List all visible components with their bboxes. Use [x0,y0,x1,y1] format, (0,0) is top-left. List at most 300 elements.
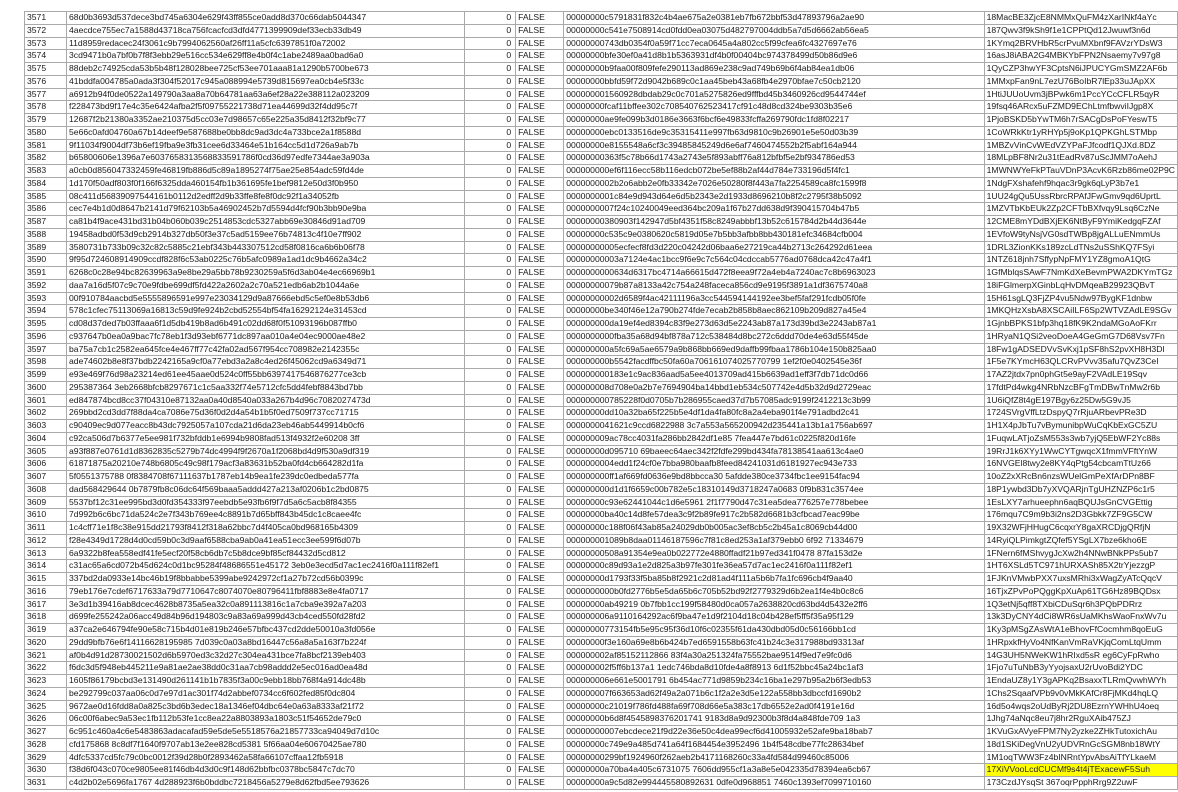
count-cell[interactable]: 0 [465,190,516,203]
flag-cell[interactable]: FALSE [516,37,564,50]
hex-cell[interactable]: 000000000d1d1f6659c00b782e5c18310149d3718247a0683 0f9b831c3574ee [564,483,984,496]
hash-cell[interactable]: f28e4349d1728d4d0cd59b0c3d9aaf6588cba9ab0a41ea51ecc3ee599f6d07b [67,534,465,547]
address-cell[interactable]: 1FNern6fMShvygJcXw2h4NNwBNkPPs5ub7 [984,547,1177,560]
hex-cell[interactable]: 000000008d708e0a2b7e7694904ba14bbd1eb534c507742e4d5b32d9d2729eac [564,381,984,394]
flag-cell[interactable]: FALSE [516,496,564,509]
flag-cell[interactable]: FALSE [516,573,564,586]
row-number-cell[interactable]: 3574 [25,50,67,63]
hash-cell[interactable]: 1d170f50adf803f0f166f6325dda460154fb1b361695fe1bef9812e50d3f0b950 [67,177,465,190]
address-cell[interactable]: 1NdgFXshafehf9hqac3r9gk6qLyP3b7e1 [984,177,1177,190]
address-cell[interactable]: 1MZVTbKbEUk2Zp2CFTbBXfvqy9Lsq6CzNe [984,203,1177,216]
row-number-cell[interactable]: 3603 [25,420,67,433]
hex-cell[interactable]: 00000000ba40c14d8fe57dea3c9f2b89fe917c2b582d6681b3cfbcad7eac99be [564,509,984,522]
row-number-cell[interactable]: 3600 [25,381,67,394]
address-cell[interactable]: 12CME8mYDdBXjEK6NtByF9YmiKedgqFZAf [984,216,1177,229]
hash-cell[interactable]: 79eb176e7cdef6717633a79d7710647c8074070e80796411fbf8883e8e4fa0717 [67,585,465,598]
count-cell[interactable]: 0 [465,611,516,624]
address-cell[interactable]: 1GfMblqsSAwF7NmKdXeBevmPWA2DKYmTGz [984,267,1177,280]
hex-cell[interactable]: 00000000005ecfecf8fd3d220c04242d06baa6e27219ca44b2713c264292d61eea [564,241,984,254]
flag-cell[interactable]: FALSE [516,420,564,433]
count-cell[interactable]: 0 [465,343,516,356]
count-cell[interactable]: 0 [465,560,516,573]
flag-cell[interactable]: FALSE [516,305,564,318]
hash-cell[interactable]: dad568429644 0b7879fb8c06dc64f569baaa5addd427a213af0206b1c2bd0875 [67,483,465,496]
hex-cell[interactable]: 00000000c535c9e0380620c5819d05e7b5bb3afbb8bb430181efc34684cfb004 [564,228,984,241]
flag-cell[interactable]: FALSE [516,139,564,152]
hash-cell[interactable]: ca81b4f9ace431bd31b04b060b039c2514853cdc5327abb69e30846d91ad709 [67,216,465,229]
row-number-cell[interactable]: 3630 [25,764,67,777]
count-cell[interactable]: 0 [465,292,516,305]
count-cell[interactable]: 0 [465,700,516,713]
count-cell[interactable]: 0 [465,318,516,331]
hash-cell[interactable]: c31ac65a6cd072b45d624c0d1bc95284f48686551e45172 3eb0e3ecd5d7ac1ec2416f0a111f82ef1 [67,560,465,573]
flag-cell[interactable]: FALSE [516,88,564,101]
row-number-cell[interactable]: 3586 [25,203,67,216]
address-cell[interactable]: 18MacBE3ZjcE8NMMxQuFM4zXarINkf4aYc [984,12,1177,25]
address-cell[interactable]: 176mqu7C9m9b3i2ns2D3Gbkk7ZF9G5CW [984,509,1177,522]
address-cell[interactable]: 10oZ2xXRcBn6nzsWUelGmPeXfArDPn8BF [984,471,1177,484]
hex-cell[interactable]: 00000000773154fb5e95c95f36d10f6c02355f61da430dbd05d0c56166bb1cd [564,624,984,637]
hash-cell[interactable]: 68d0b3693d537dece3bd745a6304e629f43ff855ce0add8d370c66dab5044347 [67,12,465,25]
flag-cell[interactable]: FALSE [516,662,564,675]
address-cell[interactable]: 17XiVVooLcdCUCMf9s4t4jTExacewF5Suh [984,764,1177,777]
address-cell[interactable]: 1NTZ618jnh7SffypNpFMY1YZ8gmoA1QtG [984,254,1177,267]
flag-cell[interactable]: FALSE [516,152,564,165]
address-cell[interactable]: 1KVuGxAVyeFPM7Ny2yzke2ZHkTutoxichAu [984,726,1177,739]
hex-cell[interactable]: 00000000bfe30ef0a41d8b1b5363931df4b0f00404bc974378499d50b86d9e6 [564,50,984,63]
flag-cell[interactable]: FALSE [516,381,564,394]
row-number-cell[interactable]: 3596 [25,330,67,343]
address-cell[interactable]: 1MMxpFan9nL7ezU76BoIbR7lEp33uJApXX [984,75,1177,88]
hash-cell[interactable]: f228473bd9f17e4c35e6424afba2f5f09755221738d71ea44699d32f4dd95c7f [67,101,465,114]
address-cell[interactable]: 1Q3etNj5qff8TXbiCDuSqr6h3PQbPDRrz [984,598,1177,611]
hash-cell[interactable]: 6a9322b8fea558edf41fe5ecf20f58cb6db7c5b8dce9bf85cf84432d5cd812 [67,547,465,560]
row-number-cell[interactable]: 3585 [25,190,67,203]
hex-cell[interactable]: 00000000299bf1924960f262aeb2b4171168260c33a4fd584d99460c85006 [564,751,984,764]
flag-cell[interactable]: FALSE [516,12,564,25]
flag-cell[interactable]: FALSE [516,458,564,471]
count-cell[interactable]: 0 [465,471,516,484]
hash-cell[interactable]: b65800606e1396a7e6037658313568833591786f0cd36d97edfe7344ae3a903a [67,152,465,165]
hex-cell[interactable]: 000000007f663653ad62f49a2a071b6c1f2a2e3d5e122a558bb3dbccfd1690b2 [564,687,984,700]
address-cell[interactable]: 18iFGlmerpXGinbLqHvDMqeaB29923QBvT [984,279,1177,292]
row-number-cell[interactable]: 3591 [25,267,67,280]
flag-cell[interactable]: FALSE [516,292,564,305]
hex-cell[interactable]: 00000000d095710 69baeec64aec342f2fdfe299bd434fa78138541aa613c4ae0 [564,445,984,458]
hex-cell[interactable]: 0000000000634d6317bc4714a66615d472f8eea9f72a4eb4a7240ac7c8b6963023 [564,267,984,280]
count-cell[interactable]: 0 [465,267,516,280]
count-cell[interactable]: 0 [465,687,516,700]
hash-cell[interactable]: f38d6f043c070ce9805ee81f46db4d3d0c9f148d62bbfbc0378bc5847c7dc70 [67,764,465,777]
hex-cell[interactable]: 00000000c93e62441044c1d6e5961 2f1f7790d47c31ea5dea776257e778bebee [564,496,984,509]
flag-cell[interactable]: FALSE [516,279,564,292]
count-cell[interactable]: 0 [465,534,516,547]
address-cell[interactable]: 1HRpxkfHyVo4NfKanVmRaVKjqComLtqUmm [984,636,1177,649]
hash-cell[interactable]: c90409ec9d077eacc8b43dc7925057a107cda21d6da23eb46ab5449914b0cf6 [67,420,465,433]
address-cell[interactable]: 1EVfoW9tyNsjVG0sdTWBp8jgALLuENmmUs [984,228,1177,241]
flag-cell[interactable]: FALSE [516,394,564,407]
hex-cell[interactable]: 000000001560928dbdab29c0c701a5275826ed9fffbd45b3460926cd9544744ef [564,88,984,101]
row-number-cell[interactable]: 3597 [25,343,67,356]
hex-cell[interactable]: 000000000183e1c9ac836aad5a5ee4013709ad415b6639ad1eff3f7db71dc0d66 [564,369,984,382]
address-cell[interactable]: 15H61sgLQ3FjZP4vu5Ndw97BygKF1dnbw [984,292,1177,305]
count-cell[interactable]: 0 [465,24,516,37]
row-number-cell[interactable]: 3598 [25,356,67,369]
hash-cell[interactable]: ed847874bcd8cc37f04310e87132aa0a40d8540a033a267b4d96c7082027473d [67,394,465,407]
count-cell[interactable]: 0 [465,420,516,433]
flag-cell[interactable]: FALSE [516,63,564,76]
row-number-cell[interactable]: 3611 [25,522,67,535]
flag-cell[interactable]: FALSE [516,624,564,637]
flag-cell[interactable]: FALSE [516,598,564,611]
row-number-cell[interactable]: 3583 [25,165,67,178]
flag-cell[interactable]: FALSE [516,764,564,777]
address-cell[interactable]: 16asJ8iABA2G4MBKYbFPN2Nsaemy7v97g8 [984,50,1177,63]
count-cell[interactable]: 0 [465,88,516,101]
address-cell[interactable]: 1MKQHzXsbA8XSCAiILF6Sp2WTVZAdLE9SGv [984,305,1177,318]
hex-cell[interactable]: 00000000508a91354e9ea0b022772e4880ffadf21b97ed341f0478 87fa153d2e [564,547,984,560]
hash-cell[interactable]: 1605f86179bcbd3e131490d261141b1b7835f3a00c9ebb18bb768f4a914dc48b [67,675,465,688]
flag-cell[interactable]: FALSE [516,585,564,598]
row-number-cell[interactable]: 3619 [25,624,67,637]
hash-cell[interactable]: 6268c0c28e94bc82639963a9e8be29a5bb78b9230259a5f6d3ab04e4ec66969b1 [67,267,465,280]
hash-cell[interactable]: 5e66c0afd04760a67b14deef9e587688be0bb8dc9ad3dc4a733bce2a1f8588d [67,126,465,139]
address-cell[interactable]: 1CoWRkKtr1yRHYp5j9oKp1QPKGhLSTMbp [984,126,1177,139]
hash-cell[interactable]: 7d992b6c6bc71da524c2e7f343b769ee4c8891b7d65bff843b45dc1c8caee4fc [67,509,465,522]
hex-cell[interactable]: 00000000a70ba4a405c6731075 7606dd955cf1a3a8e5e042335d78394ea6cb67 [564,764,984,777]
row-number-cell[interactable]: 3582 [25,152,67,165]
address-cell[interactable]: 1FJKnVMwbPXX7uxsMRhi3xWagZyATcQqcV [984,573,1177,586]
row-number-cell[interactable]: 3599 [25,369,67,382]
row-number-cell[interactable]: 3592 [25,279,67,292]
hash-cell[interactable]: 88deb2c74925cda53b5b48f128028bee725cf53ee701aaa81a1290b5700be673 [67,63,465,76]
count-cell[interactable]: 0 [465,573,516,586]
flag-cell[interactable]: FALSE [516,560,564,573]
hex-cell[interactable]: 00000000ae9fe099b3d0186e3663f6bcf6e49833fcffa269790fdc1fd8f02217 [564,114,984,127]
flag-cell[interactable]: FALSE [516,177,564,190]
count-cell[interactable]: 0 [465,177,516,190]
hex-cell[interactable]: 0000000001c84e9d943d64e6d5b2343e2d1933d8696210b8f2c2795f38b5092 [564,190,984,203]
count-cell[interactable]: 0 [465,203,516,216]
row-number-cell[interactable]: 3618 [25,611,67,624]
flag-cell[interactable]: FALSE [516,126,564,139]
flag-cell[interactable]: FALSE [516,751,564,764]
count-cell[interactable]: 0 [465,445,516,458]
hex-cell[interactable]: 00000000b9faa00f809fefe290113ad869e238c9ad749b69b6f4ab84ea1db06 [564,63,984,76]
hash-cell[interactable]: 3cd9471b0a7bf0b7f8f3ebb29e516cc534e629ff8e4b0f4c1abe2489aa0bad6a0 [67,50,465,63]
count-cell[interactable]: 0 [465,101,516,114]
hash-cell[interactable]: f6dc3d5f948eb445211e9a81ae2ae38dd0c31aa7cb98addd2e5ec016ad0ea48d [67,662,465,675]
count-cell[interactable]: 0 [465,624,516,637]
row-number-cell[interactable]: 3625 [25,700,67,713]
row-number-cell[interactable]: 3573 [25,37,67,50]
address-cell[interactable]: 1UU24gQu5UssRbrcRPAfJFwGmv9qd6UprtL [984,190,1177,203]
hex-cell[interactable]: 000000000b5542facdffbc50fa60a706161074025770799 1ef2f0e0402545e36f [564,356,984,369]
address-cell[interactable]: 18MLpBF8Nr2u31tEadRv87uScJMM7oAehJ [984,152,1177,165]
row-number-cell[interactable]: 3579 [25,114,67,127]
address-cell[interactable]: 1Ky3pMSgZAsWtA1eBhovFfCocmhm8qoEuG [984,624,1177,637]
flag-cell[interactable]: FALSE [516,483,564,496]
count-cell[interactable]: 0 [465,241,516,254]
count-cell[interactable]: 0 [465,216,516,229]
hex-cell[interactable]: 00000000079b87a8133a42c754a248faceca856cd9e9195f3891a1df3675740a8 [564,279,984,292]
hex-cell[interactable]: 00000000c749e9a485d741a64f1684454e3952496 1b4f548cdbe77fc28634bef [564,738,984,751]
hex-cell[interactable]: 00000000c541e7508914cd0fdd0ea03075d482797004ddb5a7d5d6662ab56ea5 [564,24,984,37]
flag-cell[interactable]: FALSE [516,75,564,88]
count-cell[interactable]: 0 [465,432,516,445]
flag-cell[interactable]: FALSE [516,407,564,420]
address-cell[interactable]: 17AZ2jtdx7pn0phGt5e9ayF2VAdLE19Sqv [984,369,1177,382]
address-cell[interactable]: 19RrJ1k6XYy1WwCYTgwqcX1fmmVFftYnW [984,445,1177,458]
hex-cell[interactable]: 0000000002b2o6abb2e0fb33342e7026e50280f8f443a7fa2254589ca8fc1599f8 [564,177,984,190]
count-cell[interactable]: 0 [465,126,516,139]
flag-cell[interactable]: FALSE [516,254,564,267]
address-cell[interactable]: 1QyCZP3hwYF3CptsN6iJPUCYGmSMZ2AF6b [984,63,1177,76]
row-number-cell[interactable]: 3631 [25,777,67,790]
hash-cell[interactable]: c92ca506d7b6377e5ee981f732bfddb1e6994b9808fad513f4932f2e60208 3ff [67,432,465,445]
row-number-cell[interactable]: 3590 [25,254,67,267]
hash-cell[interactable]: 3e3d1b39416ab8dcec4628b8735a5ea32c0a891113816c1a7cba9e392a7a203 [67,598,465,611]
hash-cell[interactable]: 11d8959redacec24f3061c9b7994062560af26ff11a5cfc6397851f0a72002 [67,37,465,50]
address-cell[interactable]: 1PjoBSKD5bYwTM6h7rSACgDsPoFYeswT5 [984,114,1177,127]
hex-cell[interactable]: 00000000c188f06f43ab85a24029db0b005ac3ef8cb5c2b45a1c8069cb44d00 [564,522,984,535]
count-cell[interactable]: 0 [465,356,516,369]
row-number-cell[interactable]: 3609 [25,496,67,509]
row-number-cell[interactable]: 3602 [25,407,67,420]
count-cell[interactable]: 0 [465,777,516,790]
hex-cell[interactable]: 00000000002d6589f4ac42111196a3cc544594144192ee3bef5faf291fcdb05f0fe [564,292,984,305]
hash-cell[interactable]: 3580731b733b09c32c82c5885c21ebf343b443307512cd58f0816ca6b6b06f78 [67,241,465,254]
hex-cell[interactable]: 00000000b6d8f4545898376201741 9183d8a9d92300b3f8d4a848fde709 1a3 [564,713,984,726]
hex-cell[interactable]: 000000000a5fc69a5ae6579a9b868bb669ed9daffb99fbaa1786b104e150b825aa0 [564,343,984,356]
hex-cell[interactable]: 00000000743db0354f0a59f71cc7eca0645a4a802cc5f99cfea6fc4327697e76 [564,37,984,50]
flag-cell[interactable]: FALSE [516,101,564,114]
hex-cell[interactable]: 00000000e8155548a6cf3c39485845249d6e6af7460474552b2f5abf164a944 [564,139,984,152]
row-number-cell[interactable]: 3576 [25,75,67,88]
count-cell[interactable]: 0 [465,165,516,178]
flag-cell[interactable]: FALSE [516,675,564,688]
hex-cell[interactable]: 000000000785228f0d0705b7b286955caed37d7b57085adc9199f2412213c3b99 [564,394,984,407]
row-number-cell[interactable]: 3593 [25,292,67,305]
address-cell[interactable]: 1MBZvVinCvWEdVZYPaFJfcodf1QJXd.8DZ [984,139,1177,152]
hex-cell[interactable]: 00000000363f5c78b66d1743a2743e5f893abff76a812bfbf5e2bf934786ed53 [564,152,984,165]
hex-cell[interactable]: 00000000d1793f33f5ba85b8f2921c2d81ad4f111a5b6b7fa1fc696cb4f9aa40 [564,573,984,586]
hex-cell[interactable]: 000000002f5ff6b137a1 1edc746bda8d10fde4a8f8913 6d1f52bbc45a24bc1af3 [564,662,984,675]
hash-cell[interactable]: 41bddfa004785a0ada3f304f52017c945a088994e5739d815697ea0cb4e5f33c [67,75,465,88]
count-cell[interactable]: 0 [465,50,516,63]
hash-cell[interactable]: 06c00f6abec9a53ec1fb112b53fe1cc8ea22a8803893a1803c51f54652de79c0 [67,713,465,726]
address-cell[interactable]: 16TjxZPvPoPQggKpXuAp61TG6Hz89BQDsx [984,585,1177,598]
flag-cell[interactable]: FALSE [516,445,564,458]
flag-cell[interactable]: FALSE [516,432,564,445]
flag-cell[interactable]: FALSE [516,165,564,178]
flag-cell[interactable]: FALSE [516,687,564,700]
flag-cell[interactable]: FALSE [516,241,564,254]
address-cell[interactable]: 18Fw1gADSEDVvSvKxj1pSF8hS2pvXH8H3DI [984,343,1177,356]
hex-cell[interactable]: 00000000bbfd59f72d9042b689c0c1aa45beb43a68fb4e2970bfae7c50cb2120 [564,75,984,88]
flag-cell[interactable]: FALSE [516,330,564,343]
count-cell[interactable]: 0 [465,675,516,688]
hash-cell[interactable]: cd08d37ded7b03ffaaa6f1d5db419b8ad6b491c02dd68f0f51093196b087ffb0 [67,318,465,331]
count-cell[interactable]: 0 [465,330,516,343]
hash-cell[interactable]: 9672ae0d16fdd8a0a825c3bd6b3edec18a1346ef04dbc64e0a63a8333af21f72 [67,700,465,713]
row-number-cell[interactable]: 3577 [25,88,67,101]
count-cell[interactable]: 0 [465,152,516,165]
hex-cell[interactable]: 00000000dd10a32ba65f225b5e4df1da4fa80fc8a2a4eba901f4e791adbd2c41 [564,407,984,420]
address-cell[interactable]: 1HRyaN1QSi2veoDoeA4GeGmG7D68Vsv7Fn [984,330,1177,343]
flag-cell[interactable]: FALSE [516,726,564,739]
address-cell[interactable]: 1H1X4pJbTu7vBymunibpWuCqKbExGC5ZU [984,420,1177,433]
row-number-cell[interactable]: 3584 [25,177,67,190]
row-number-cell[interactable]: 3615 [25,573,67,586]
address-cell[interactable]: 16d5o4wqs2oUdByRj2DU8EzrnYWHhU4oeq [984,700,1177,713]
hash-cell[interactable]: 269bbd2cd3dd7f88da4ca7086e75d36f0d2d4a54b1b5f0ed7509f737cc71715 [67,407,465,420]
hex-cell[interactable]: 00000000be340f46e12a790b274fde7ecab2b858b8aec862109b209d827a45e4 [564,305,984,318]
hex-cell[interactable]: 000000000ff1af669fd0636e9bd8bbcca30 5afdde380ce3734fbc1ee9154fac94 [564,471,984,484]
flag-cell[interactable]: FALSE [516,649,564,662]
hex-cell[interactable]: 00000000fcaf11bffee302c708540762523417cf91c48d8cd324be9303b35e6 [564,101,984,114]
address-cell[interactable]: 17fdtPd4wkg4NRbNzcBFgTmDBwTnMw2r6b [984,381,1177,394]
row-number-cell[interactable]: 3571 [25,12,67,25]
hex-cell[interactable]: 0000000007f24c10240049eed364bc209a1f67b27dd638d9f390415704b47b5 [564,203,984,216]
hash-cell[interactable]: 12687f2b21380a3352ae210375d5cc03e7d98657c65e225a35d8412f32bf9c77 [67,114,465,127]
hash-cell[interactable]: 295387364 3eb2668bfcb8297671c1c5aa332f74e5712cfc5dd4febf8843bd7bb [67,381,465,394]
count-cell[interactable]: 0 [465,585,516,598]
hash-cell[interactable]: a37ca2e646794fe90e58c715b4d01e819b246e57bfbc437cd2dde50010a3fd056e [67,624,465,637]
hex-cell[interactable]: 000000006a9110164292ac6f9ba47e1d9f2104d18c04b428ef5ff5f35a95f129 [564,611,984,624]
row-number-cell[interactable]: 3616 [25,585,67,598]
row-number-cell[interactable]: 3623 [25,675,67,688]
row-number-cell[interactable]: 3606 [25,458,67,471]
count-cell[interactable]: 0 [465,726,516,739]
count-cell[interactable]: 0 [465,649,516,662]
row-number-cell[interactable]: 3601 [25,394,67,407]
row-number-cell[interactable]: 3578 [25,101,67,114]
hex-cell[interactable]: 00000000c21019f786fd488fa69f708d66e5a383c17db6552e2ad0f4191e16d [564,700,984,713]
address-cell[interactable]: 14G3UH5NWeKW1hRIxd5sR eg6CyFpRwho [984,649,1177,662]
hash-cell[interactable]: be292799c037aa06c0d7e97d1ac301f74d2abbef0734cc6f602fed85f0dc804 [67,687,465,700]
hash-cell[interactable]: a93f887e0761d1d8362835c5279b74dc4994f9f2670a1f2068bd4d9f530a9df319 [67,445,465,458]
address-cell[interactable]: 1U6iQfZ8t4gE197Bgy6z25Dw5G9vJ5 [984,394,1177,407]
count-cell[interactable]: 0 [465,636,516,649]
hash-cell[interactable]: cec7e4b1d0d8647b2141d79f62103b5a46902452b7d5594d4fcf90b3bb90e9ba [67,203,465,216]
address-cell[interactable]: 19fsq46ARcx5uFZMD9EChLtmfbwviIJgp8X [984,101,1177,114]
row-number-cell[interactable]: 3629 [25,751,67,764]
flag-cell[interactable]: FALSE [516,611,564,624]
hex-cell[interactable]: 00000000003a7124e4ac1bcc9f6e9c7c564c04cdccab5776ad0768dca42c47a4f1 [564,254,984,267]
flag-cell[interactable]: FALSE [516,509,564,522]
flag-cell[interactable]: FALSE [516,24,564,37]
count-cell[interactable]: 0 [465,458,516,471]
flag-cell[interactable]: FALSE [516,713,564,726]
address-cell[interactable]: 1Chs2SqaafVPb9v0vMkKAfCr8FjMKd4hqLQ [984,687,1177,700]
hash-cell[interactable]: 08c411d56839097544161b0112d2edff2d9b33ffe8fe8f0dc92f1a34052fb [67,190,465,203]
row-number-cell[interactable]: 3595 [25,318,67,331]
hash-cell[interactable]: 4dfc5337cd5fc79c0bc0012f39d28b0f2893462a58fa66107cffaa12fb5918 [67,751,465,764]
flag-cell[interactable]: FALSE [516,369,564,382]
address-cell[interactable]: 173CzdJYsqSt 367oqrPpphRrg9Z2uwF [984,777,1177,790]
row-number-cell[interactable]: 3628 [25,738,67,751]
address-cell[interactable]: 1FuqwLATjoZsM553s3wb7yjQ5EbWF2Yc88s [984,432,1177,445]
count-cell[interactable]: 0 [465,12,516,25]
hash-cell[interactable]: 6c951c460a4c6e5483863adacafad59e5de5e5518576a21857733ca94049d7d10c [67,726,465,739]
hex-cell[interactable]: 00000000f3e160a69e8b6b424b7ed6591558b63fc41b24c3e317988bd93313af [564,636,984,649]
row-number-cell[interactable]: 3624 [25,687,67,700]
address-cell[interactable]: 1GjnbBPKS1bfp3hq18fK9K2ndaMGoAoFKrr [984,318,1177,331]
flag-cell[interactable]: FALSE [516,777,564,790]
flag-cell[interactable]: FALSE [516,50,564,63]
address-cell[interactable]: 187Qwv3f9kSh9f1e1CPPtQd12Jwuwf3n6d [984,24,1177,37]
row-number-cell[interactable]: 3587 [25,216,67,229]
row-number-cell[interactable]: 3614 [25,560,67,573]
address-cell[interactable]: 1F5e7KYmcH63QLCRvPVvv35afu7QvZ3CeI [984,356,1177,369]
hash-cell[interactable]: 29dd9bfb76e6f14116628195985 7d039c0a03a8bd16447c56a8a5a163f7b224f [67,636,465,649]
hash-cell[interactable]: a0cb0d856047332459fe46819fb886d5c89a1895274f75ae25e854adc59fd4de [67,165,465,178]
hex-cell[interactable]: 0000000000b0fd2776b5e5da65b6c705b52bd92f2779329d6b2ea1f4e4b0c8c6 [564,585,984,598]
count-cell[interactable]: 0 [465,764,516,777]
hex-cell[interactable]: 0000000000fba35a68d94bf878a712c538484d8bc272c6ddd70de4e63d55f45de [564,330,984,343]
flag-cell[interactable]: FALSE [516,318,564,331]
flag-cell[interactable]: FALSE [516,267,564,280]
hex-cell[interactable]: 000000000da19ef4ed8394c83f9e273d63d5e2243ab87a173d39bd3e2243ab87a1 [564,318,984,331]
row-number-cell[interactable]: 3607 [25,471,67,484]
hex-cell[interactable]: 000000006e661e5001791 6b454ac771d9859b234c16ba1e297b95a2b6f3edb53 [564,675,984,688]
count-cell[interactable]: 0 [465,369,516,382]
count-cell[interactable]: 0 [465,496,516,509]
hash-cell[interactable]: 5537bf12c31ee995bd3d0fd354333f97eebdb5e93fb6f9f7d5a6c5acb8f84355 [67,496,465,509]
row-number-cell[interactable]: 3626 [25,713,67,726]
hex-cell[interactable]: 0000000004edd1f24cf0e7bba980baafb8feed84241031d6181927ec943e733 [564,458,984,471]
row-number-cell[interactable]: 3621 [25,649,67,662]
flag-cell[interactable]: FALSE [516,216,564,229]
flag-cell[interactable]: FALSE [516,547,564,560]
row-number-cell[interactable]: 3580 [25,126,67,139]
row-number-cell[interactable]: 3608 [25,483,67,496]
flag-cell[interactable]: FALSE [516,343,564,356]
hash-cell[interactable]: daa7a16d5f07c9c70e9fdbe699df5fd422a2602a2c70a521edb6ab2b1044a6e [67,279,465,292]
flag-cell[interactable]: FALSE [516,471,564,484]
address-cell[interactable]: 1KYmq2BRVHbR5crPvuMXbnf9FAVzrYDsW3 [984,37,1177,50]
count-cell[interactable]: 0 [465,509,516,522]
row-number-cell[interactable]: 3612 [25,534,67,547]
flag-cell[interactable]: FALSE [516,522,564,535]
hash-cell[interactable]: 1c4cff71e1f8c38e915dd21793f8412f318a62bbc7d4f405ca0bd968165b4309 [67,522,465,535]
hash-cell[interactable]: ba75a7cb1c2582ea645fce4e467ff77c42fa02ad567f954cc708982e2142355c [67,343,465,356]
hex-cell[interactable]: 0000000041621c9ccd6822988 3c7a553a565200942d235441a13b1a1756ab697 [564,420,984,433]
address-cell[interactable]: 1EsLXY7arhueephn6aqBQUJsGnCVGEttig [984,496,1177,509]
count-cell[interactable]: 0 [465,713,516,726]
count-cell[interactable]: 0 [465,547,516,560]
address-cell[interactable]: 1MWNWYeFkPTauVDnP3AcvK6Rzb86me02P9C [984,165,1177,178]
row-number-cell[interactable]: 3613 [25,547,67,560]
row-number-cell[interactable]: 3620 [25,636,67,649]
hash-cell[interactable]: 4aecdce755ec7a1588d43718ca756fcacfcd3dfd4771399909def33ecb33db49 [67,24,465,37]
count-cell[interactable]: 0 [465,662,516,675]
row-number-cell[interactable]: 3610 [25,509,67,522]
count-cell[interactable]: 0 [465,114,516,127]
count-cell[interactable]: 0 [465,483,516,496]
hex-cell[interactable]: 00000000007ebcdece21f9d22e36e50c4dea99ecf6d41005932e52afe9ba18bab7 [564,726,984,739]
hash-cell[interactable]: 9f11034f9004df73b6ef19fba9e3fb31cee6d33464e51b164cc5d1d726a9ab7b [67,139,465,152]
hex-cell[interactable]: 00000000ab49219 0b7fbb1cc199f58480d0ca057a2638820cd63bd4d5432e2ff6 [564,598,984,611]
count-cell[interactable]: 0 [465,63,516,76]
row-number-cell[interactable]: 3572 [25,24,67,37]
row-number-cell[interactable]: 3594 [25,305,67,318]
flag-cell[interactable]: FALSE [516,190,564,203]
count-cell[interactable]: 0 [465,407,516,420]
hash-cell[interactable]: 337bd2da0933e14bc46b19f8bbabbe5399abe9242972cf1a27b72cd56b0399c [67,573,465,586]
hash-cell[interactable]: e93e469f76d98a23214ed61ee45aae0d524c0ff55bb6397417546876277ce3cb [67,369,465,382]
